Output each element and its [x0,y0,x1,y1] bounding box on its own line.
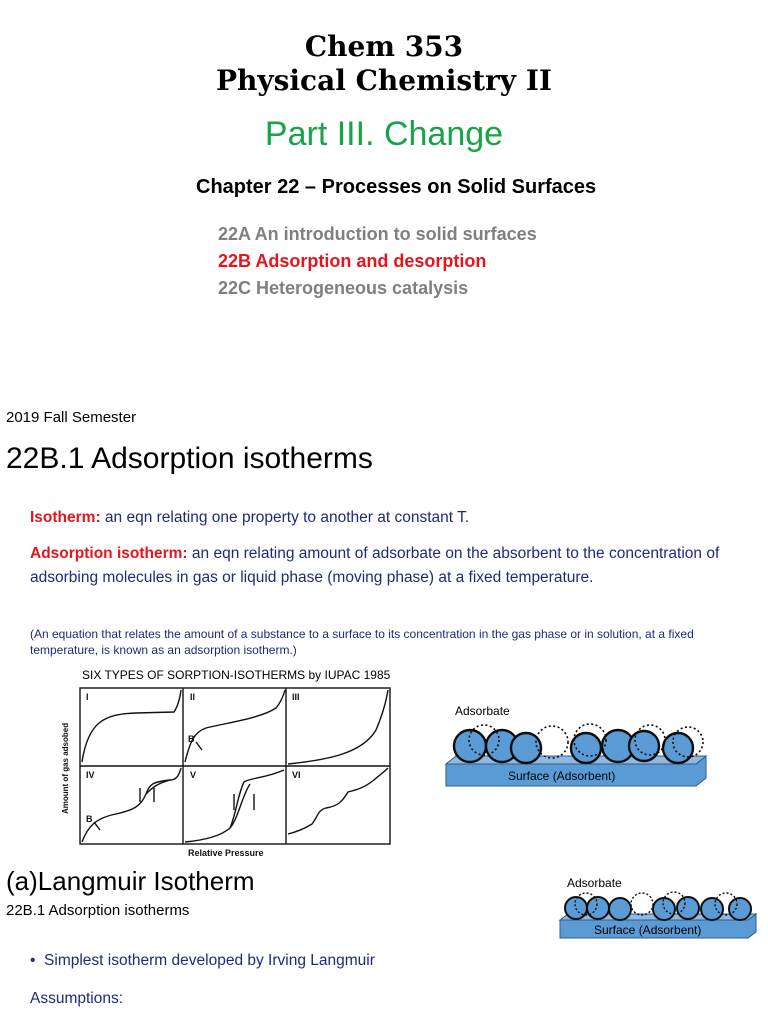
adsorption-isotherm-text: an eqn relating amount of adsorbate on the absorbent to the concentration of adsorbing molecules in gas or liquid phase (moving phase) at a fixed temperature. [30,545,720,586]
panel-label-iii: III [292,692,300,702]
section-22a: 22A An introduction to solid surfaces [218,224,537,244]
panel-label-i: I [86,692,89,702]
adsorbate-label-small: Adsorbate [567,876,622,890]
section-22c: 22C Heterogeneous catalysis [218,278,469,298]
bullet-text: Simplest isotherm developed by Irving Langmuir [44,952,375,969]
panel-label-ii: II [190,692,196,702]
point-b-label-iv: B [86,814,93,824]
surface-label: Surface (Adsorbent) [508,769,616,783]
bullet-marker: • [30,952,45,969]
isotherm-definition [30,506,750,529]
bullet-item [30,952,375,970]
panel-label-iv: IV [86,770,95,780]
isotherm-term: Isotherm: [30,509,101,526]
section-22b: 22B Adsorption and desorption [218,251,487,271]
slide2-title: 22B.1 Adsorption isotherms [6,442,373,475]
panel-label-v: V [190,770,197,780]
isotherm-types-figure [56,684,392,860]
part-heading: Part III. Change [264,115,504,153]
panel-label-vi: VI [292,770,301,780]
figure-y-label: Amount of gas adsobed [61,722,70,814]
adsorption-surface-diagram-small [556,890,762,942]
chapter-heading: Chapter 22 – Processes on Solid Surfaces [196,176,597,198]
point-b-label-ii: B [188,734,195,744]
figure-caption: SIX TYPES OF SORPTION-ISOTHERMS by IUPAC 1985 [82,668,391,682]
surface-label-small: Surface (Adsorbent) [594,923,702,937]
adsorption-surface-diagram [440,720,712,790]
isotherm-text: an eqn relating one property to another at constant T. [100,509,470,526]
adsorption-isotherm-definition [30,542,730,590]
course-code: Chem 353 [304,30,464,63]
slide3-title: (a)Langmuir Isotherm [6,866,255,896]
adsorbate-label: Adsorbate [455,704,510,718]
adsorption-isotherm-term: Adsorption isotherm: [30,545,188,562]
slide3-subtitle: 22B.1 Adsorption isotherms [6,902,190,919]
course-title: Physical Chemistry II [215,64,553,97]
assumptions-heading: Assumptions: [30,990,124,1007]
semester-label: 2019 Fall Semester [6,409,137,426]
figure-x-label: Relative Pressure [188,848,264,858]
equation-note: (An equation that relates the amount of a substance to a surface to its concentration in the gas phase or in solution, at a fixed temperature, is known as an adsorption isotherm.) [30,627,694,657]
